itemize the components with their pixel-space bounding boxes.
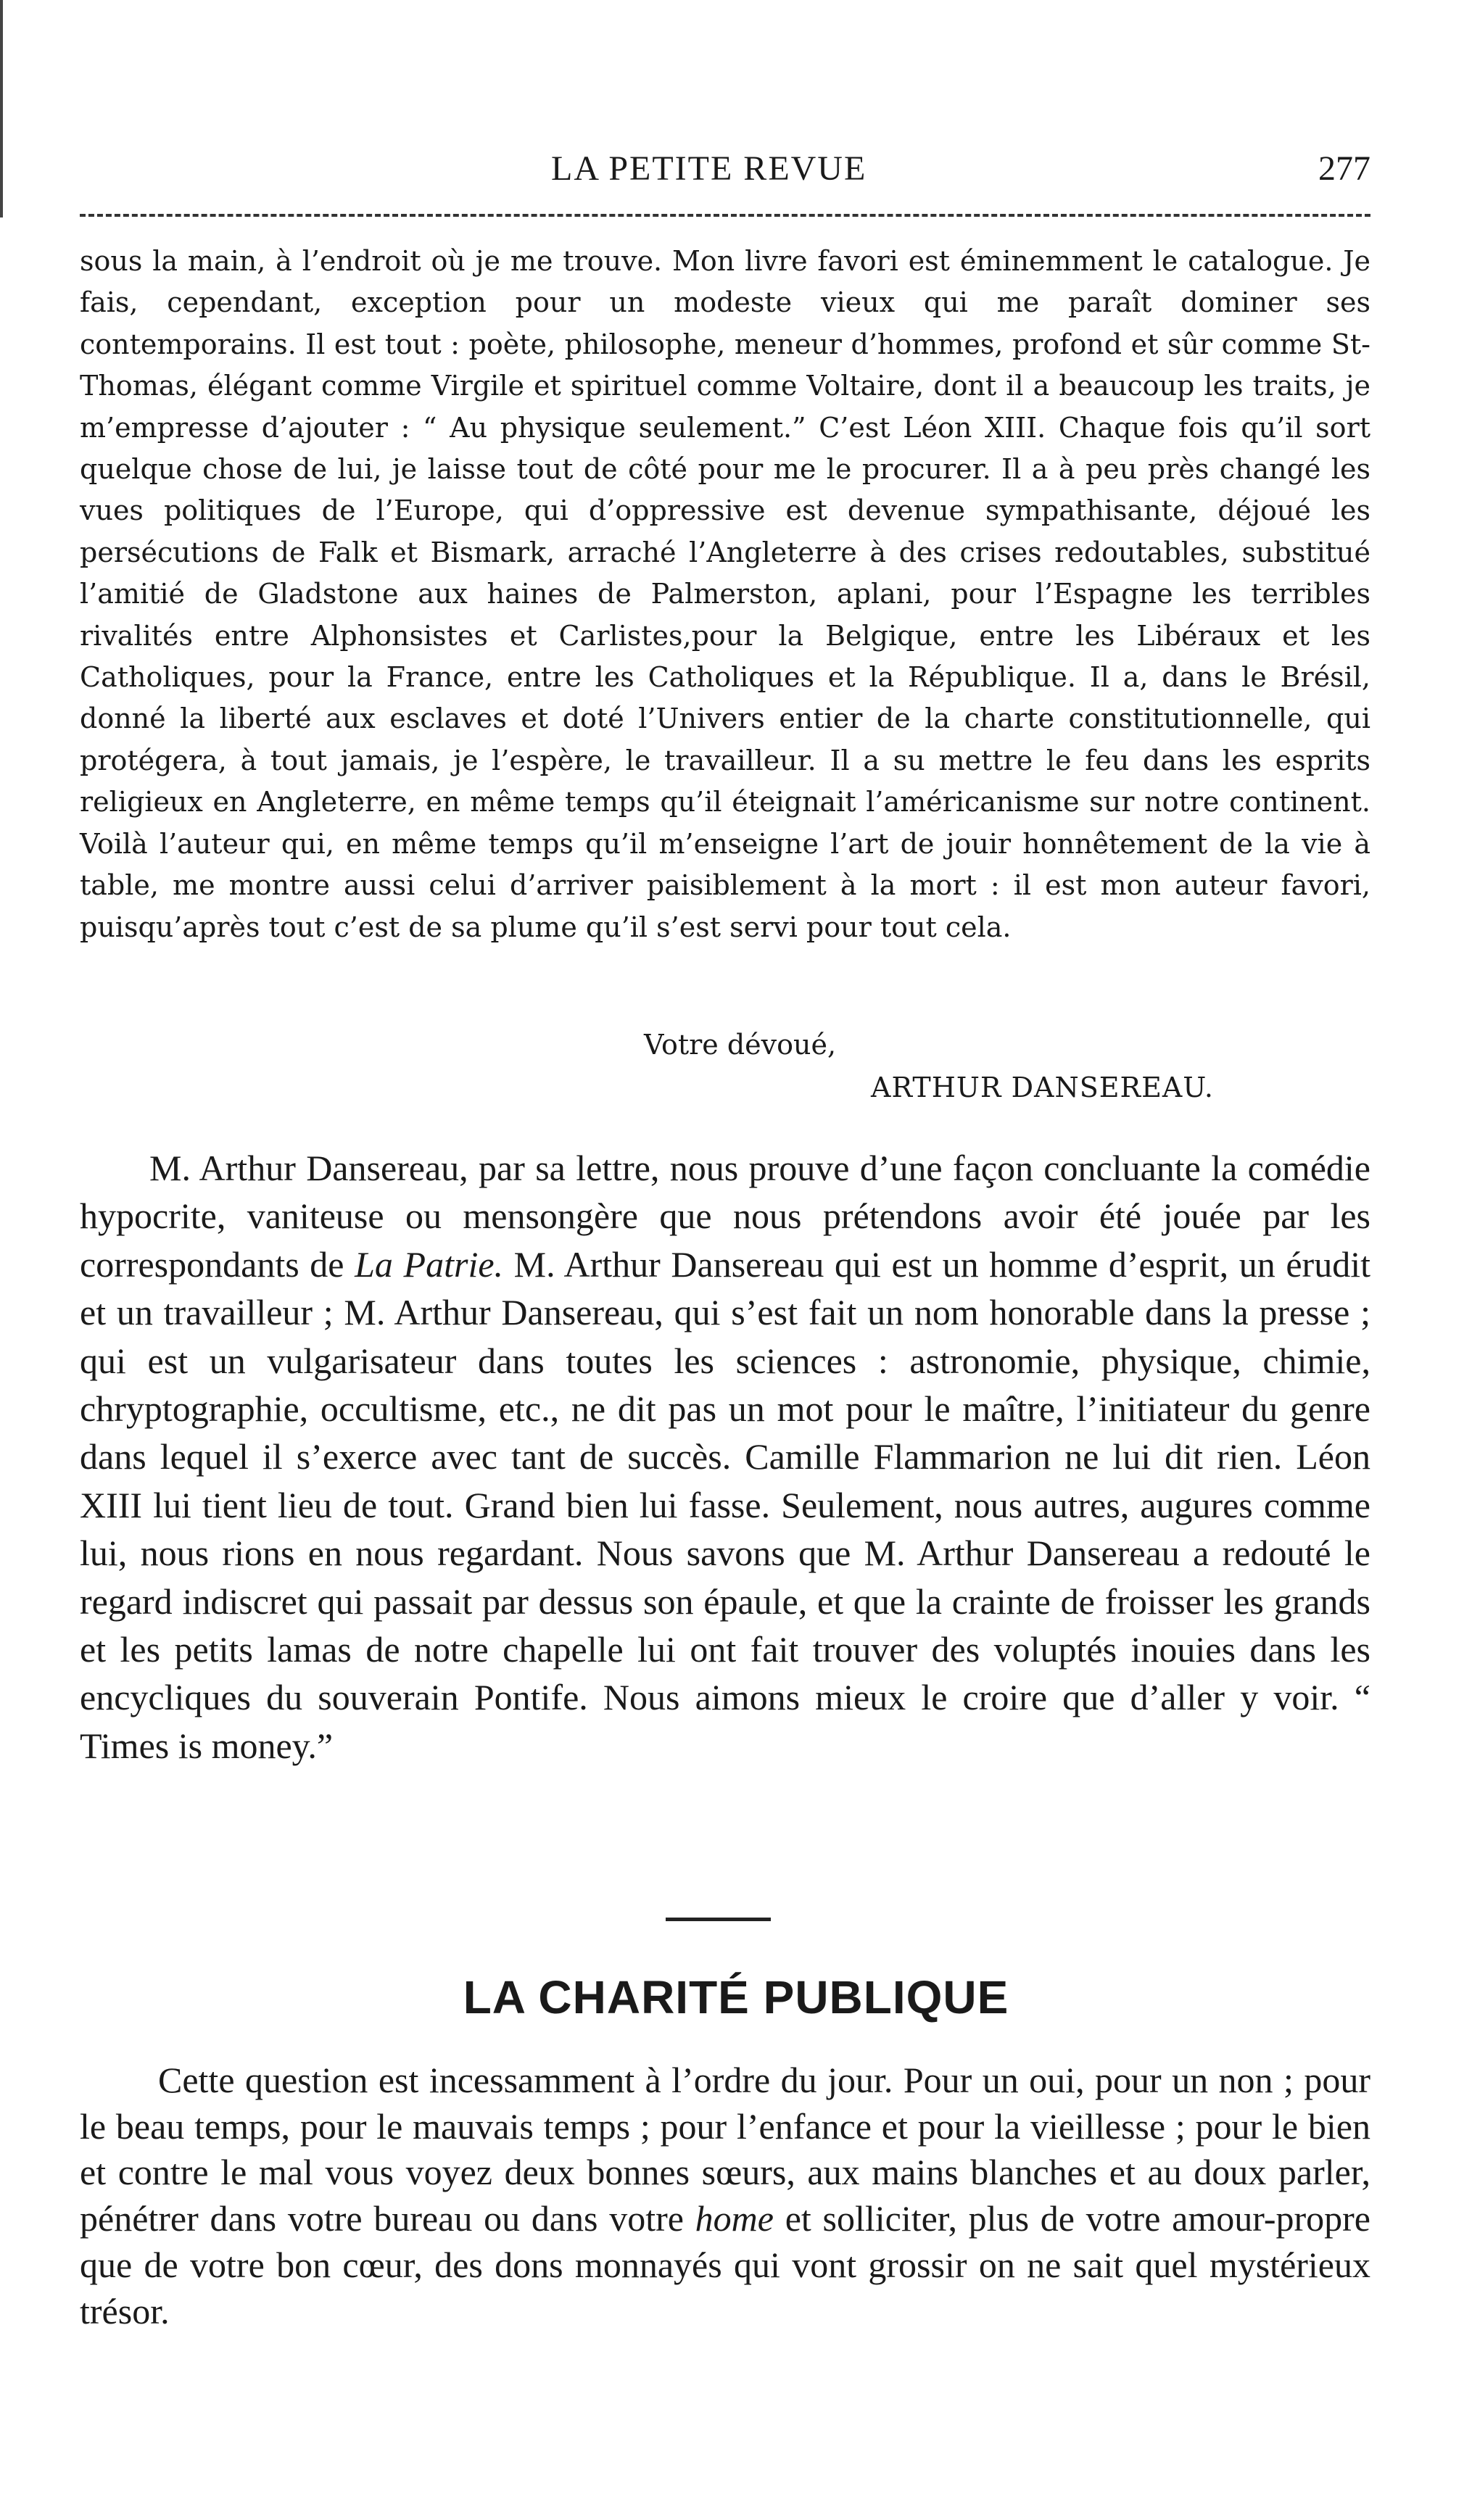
journal-title: La Patrie. xyxy=(355,1243,504,1285)
section-divider xyxy=(666,1918,771,1921)
section-paragraph xyxy=(80,2057,1370,2334)
letter-signature: ARTHUR DANSEREAU. xyxy=(871,1072,1214,1103)
running-title: LA PETITE REVUE xyxy=(551,149,867,188)
section-text-1: Cette question est incessamment à l’ordre du jour. Pour un oui, pour un non ; pour le beau temps, pour le mauvais temps ; pour l’enfance et pour la vieillesse ; pour le bien et contre le mal vous voyez deux bonnes sœurs, aux mains blanches et au doux parler, pénétrer dans votre bureau ou dans votre xyxy=(80,2060,1370,2239)
section-text-2: et solliciter, plus de votre amour-propre que de votre bon cœur, des dons monnayés qui vont grossir on ne sait quel mystérieux trésor. xyxy=(80,2198,1371,2332)
commentary-text-2: M. Arthur Dansereau qui est un homme d’esprit, un érudit et un travailleur ; M. Arthur Dansereau, qui s’est fait un nom honorable dans la presse ; qui est un vulgarisateur dans toutes les sciences : astronomie, physique, chimie, chryptographie, occultisme, etc., ne dit pas un mot pour le maître, l’initiateur du genre dans lequel il s’exerce avec tant de succès. Camille Flammarion ne lui dit rien. Léon XIII lui tient lieu de tout. Grand bien lui fasse. Seulement, nous autres, augures comme lui, nous rions en nous regardant. Nous savons que M. Arthur Dansereau a redouté le regard indiscret qui passait par dessus son épaule, et que la crainte de froisser les grands et les petits lamas de notre chapelle lui ont fait trouver des voluptés inouies dans les encycliques du souverain Pontife. Nous aimons mieux le croire que d’aller y voir. “ Times is money.” xyxy=(80,1243,1370,1766)
page-edge-mark xyxy=(0,0,3,217)
section-heading: LA CHARITÉ PUBLIQUE xyxy=(463,1971,1009,2023)
page-header xyxy=(80,149,1370,192)
header-rule xyxy=(80,214,1370,217)
letter-excerpt xyxy=(80,241,1370,948)
commentary-text-1: M. Arthur Dansereau, par sa lettre, nous prouve d’une façon concluante la comédie hypocrite, vaniteuse ou mensongère que nous prétendons avoir été jouée par les correspondants de xyxy=(80,1148,1370,1285)
page-number: 277 xyxy=(1318,149,1370,188)
italic-word: home xyxy=(695,2198,774,2239)
letter-body: sous la main, à l’endroit où je me trouve. Mon livre favori est éminemment le catalogue. Je fais, cependant, exception pour un modeste vieux qui me paraît dominer ses contemporains. Il est tout : poète, philosophe, meneur d’hommes, profond et sûr comme St-Thomas, élégant comme Virgile et spirituel comme Voltaire, dont il a beaucoup les traits, je m’empresse d’ajouter : “ Au physique seulement.” C’est Léon XIII. Chaque fois qu’il sort quelque chose de lui, je laisse tout de côté pour me le procurer. Il a à peu près changé les vues politiques de l’Europe, qui d’oppressive est devenue sympathisante, déjoué les persécutions de Falk et Bismark, arraché l’Angleterre à des crises redoutables, substitué l’amitié de Gladstone aux haines de Palmerston, aplani, pour l’Espagne les terribles rivalités entre Alphonsistes et Carlistes,pour la Belgique, entre les Libéraux et les Catholiques, pour la France, entre les Catholiques et la République. Il a, dans le Brésil, donné la liberté aux esclaves et doté l’Univers entier de la charte constitutionnelle, qui protégera, à tout jamais, je l’espère, le travailleur. Il a su mettre le feu dans les esprits religieux en Angleterre, en même temps qu’il éteignait l’américanisme sur notre continent. Voilà l’auteur qui, en même temps qu’il m’enseigne l’art de jouir honnêtement de la vie à table, me montre aussi celui d’arriver paisiblement à la mort : il est mon auteur favori, puisqu’après tout c’est de sa plume qu’il s’est servi pour tout cela. xyxy=(80,245,1370,943)
commentary-paragraph xyxy=(80,1144,1370,1770)
letter-closing: Votre dévoué, xyxy=(644,1029,837,1061)
